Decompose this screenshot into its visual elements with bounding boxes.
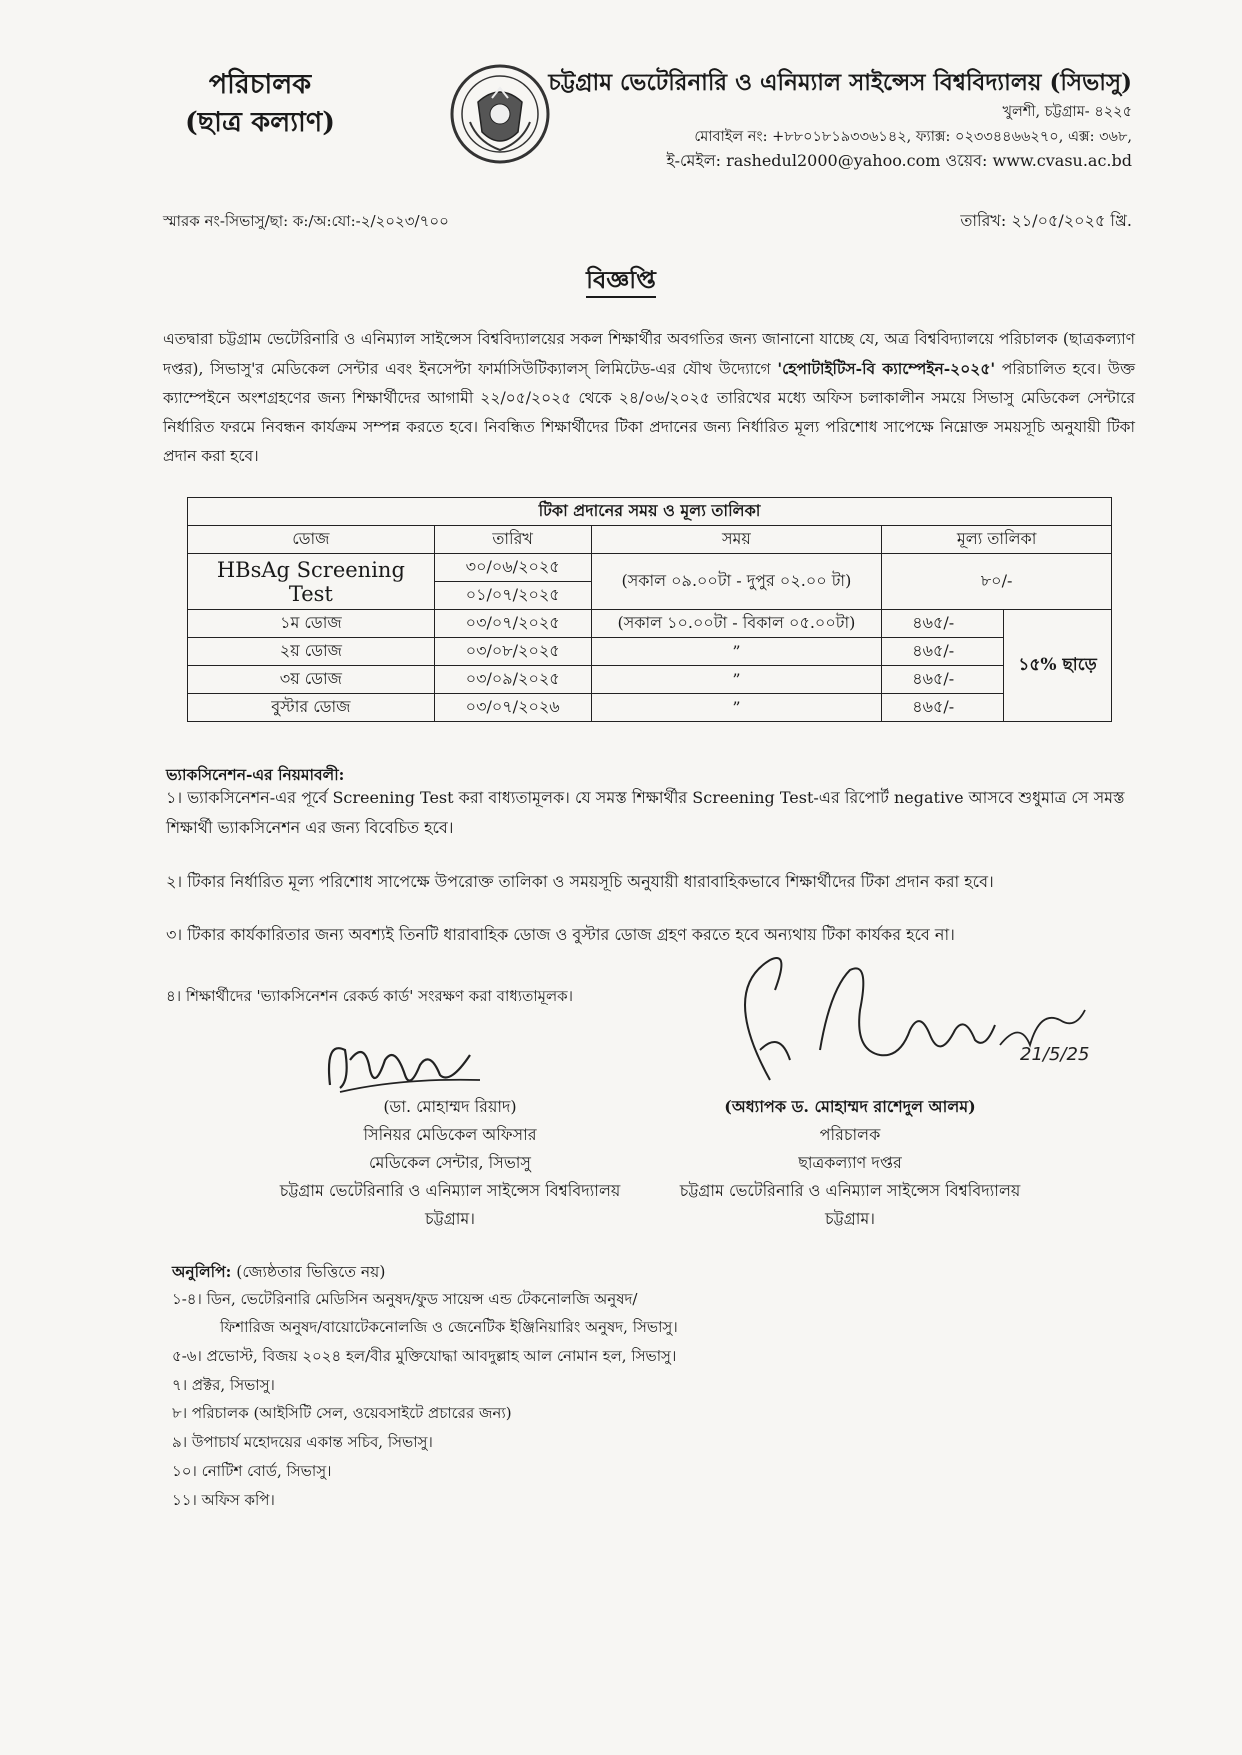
copy-item: ১১। অফিস কপি। bbox=[172, 1491, 275, 1509]
dose-name: ১ম ডোজ bbox=[188, 610, 435, 638]
vaccination-schedule-table bbox=[187, 497, 1112, 722]
signatory-office: মেডিকেল সেন্টার, সিভাসু bbox=[369, 1153, 531, 1172]
dose-price: ৪৬৫/- bbox=[882, 610, 1004, 638]
dose-name: বুস্টার ডোজ bbox=[188, 694, 435, 722]
signatory-name: (ডা. মোহাম্মদ রিয়াদ) bbox=[383, 1097, 517, 1116]
copy-item: ৭। প্রক্টর, সিভাসু। bbox=[172, 1376, 275, 1394]
dose-time: ” bbox=[591, 666, 882, 694]
rule-item: ৪। শিক্ষার্থীদের 'ভ্যাকসিনেশন রেকর্ড কার্ড' সংরক্ষণ করা বাধ্যতামূলক। bbox=[166, 987, 574, 1005]
header-dose: ডোজ bbox=[188, 526, 435, 554]
header-time: সময় bbox=[591, 526, 882, 554]
dose-time: (সকাল ১০.০০টা - বিকাল ০৫.০০টা) bbox=[591, 610, 882, 638]
left-signature-icon bbox=[310, 1030, 490, 1100]
signatory-name: (অধ্যাপক ড. মোহাম্মদ রাশেদুল আলম) bbox=[724, 1097, 976, 1116]
office-title: পরিচালক bbox=[208, 69, 312, 100]
office-heading bbox=[150, 66, 370, 142]
dose-price: ৪৬৫/- bbox=[882, 638, 1004, 666]
university-web: ই-মেইল: rashedul2000@yahoo.com ওয়েব: www.cvasu.ac.bd bbox=[666, 151, 1132, 170]
header-price: মূল্য তালিকা bbox=[882, 526, 1112, 554]
table-row bbox=[188, 666, 1112, 694]
notice-title: বিজ্ঞপ্তি bbox=[0, 262, 1242, 302]
rule-item: ৩। টিকার কার্যকারিতার জন্য অবশ্যই তিনটি ধারাবাহিক ডোজ ও বুস্টার ডোজ গ্রহণ করতে হবে অন্যথায় টিকা কার্যকর হবে না। bbox=[166, 925, 955, 944]
screening-time: (সকাল ০৯.০০টা - দুপুর ০২.০০ টা) bbox=[591, 554, 882, 610]
dose-date: ০৩/০৯/২০২৫ bbox=[434, 666, 591, 694]
campaign-name: 'হেপাটাইটিস-বি ক্যাম্পেইন-২০২৫' bbox=[777, 359, 996, 378]
memo-number: স্মারক নং-সিভাসু/ছা: ক:/অ:যো:-২/২০২৩/৭০০ bbox=[163, 212, 449, 230]
copy-item: ৯। উপাচার্য মহোদয়ের একান্ত সচিব, সিভাসু। bbox=[172, 1433, 433, 1451]
table-header-row bbox=[188, 526, 1112, 554]
university-name: চট্টগ্রাম ভেটেরিনারি ও এনিম্যাল সাইন্সেস বিশ্ববিদ্যালয় (সিভাসু) bbox=[548, 69, 1132, 96]
screening-date-2: ০১/০৭/২০২৫ bbox=[434, 582, 591, 610]
dose-date: ০৩/০৭/২০২৬ bbox=[434, 694, 591, 722]
dose-date: ০৩/০৮/২০২৫ bbox=[434, 638, 591, 666]
right-signature-icon bbox=[730, 950, 1110, 1090]
dose-price: ৪৬৫/- bbox=[882, 694, 1004, 722]
copy-item: ১-৪। ডিন, ভেটেরিনারি মেডিসিন অনুষদ/ফুড সায়েন্স এন্ড টেকনোলজি অনুষদ/ bbox=[172, 1290, 638, 1308]
signatory-office: ছাত্রকল্যাণ দপ্তর bbox=[798, 1153, 902, 1172]
table-row bbox=[188, 638, 1112, 666]
table-caption: টিকা প্রদানের সময় ও মূল্য তালিকা bbox=[188, 498, 1112, 526]
rule-item: ১। ভ্যাকসিনেশন-এর পূর্বে Screening Test করা বাধ্যতামূলক। যে সমস্ত শিক্ষার্থীর Screening Test-এর রিপোর্ট negative আসবে শুধুমাত্র সে সমস্ত শিক্ষার্থী ভ্যাকসিনেশন এর জন্য বিবেচিত হবে। bbox=[166, 788, 1125, 837]
copy-item: ৫-৬। প্রভোস্ট, বিজয় ২০২৪ হল/বীর মুক্তিযোদ্ধা আবদুল্লাহ আল নোমান হল, সিভাসু। bbox=[172, 1347, 677, 1365]
screening-dose: HBsAg Screening Test bbox=[188, 554, 435, 610]
dose-date: ০৩/০৭/২০২৫ bbox=[434, 610, 591, 638]
university-address: খুলশী, চট্টগ্রাম- ৪২২৫ bbox=[1002, 104, 1132, 120]
screening-price: ৮০/- bbox=[882, 554, 1112, 610]
signature-block-right bbox=[650, 1093, 1050, 1233]
signatory-university: চট্টগ্রাম ভেটেরিনারি ও এনিম্যাল সাইন্সেস বিশ্ববিদ্যালয় bbox=[279, 1181, 621, 1200]
header-date: তারিখ bbox=[434, 526, 591, 554]
table-row bbox=[188, 610, 1112, 638]
office-subtitle: (ছাত্র কল্যাণ) bbox=[185, 107, 335, 138]
copies-title: অনুলিপি: (জ্যেষ্ঠতার ভিত্তিতে নয়) bbox=[172, 1262, 386, 1281]
dose-name: ২য় ডোজ bbox=[188, 638, 435, 666]
notice-date: তারিখ: ২১/০৫/২০২৫ খ্রি. bbox=[960, 211, 1132, 230]
signatory-city: চট্টগ্রাম। bbox=[425, 1209, 475, 1228]
sign-date: 21/5/25 bbox=[1020, 1044, 1090, 1065]
copy-item: ফিশারিজ অনুষদ/বায়োটেকনোলজি ও জেনেটিক ইঞ্জিনিয়ারিং অনুষদ, সিভাসু। bbox=[220, 1318, 678, 1336]
signatory-city: চট্টগ্রাম। bbox=[825, 1209, 875, 1228]
table-row bbox=[188, 554, 1112, 582]
table-row bbox=[188, 694, 1112, 722]
dose-name: ৩য় ডোজ bbox=[188, 666, 435, 694]
copy-item: ৮। পরিচালক (আইসিটি সেল, ওয়েবসাইটে প্রচারের জন্য) bbox=[172, 1404, 512, 1422]
signatory-university: চট্টগ্রাম ভেটেরিনারি ও এনিম্যাল সাইন্সেস বিশ্ববিদ্যালয় bbox=[679, 1181, 1021, 1200]
signatory-designation: সিনিয়র মেডিকেল অফিসার bbox=[363, 1125, 537, 1144]
signature-block-left bbox=[250, 1093, 650, 1233]
body-text-part1: এতদ্বারা চট্টগ্রাম ভেটেরিনারি ও এনিম্যাল সাইন্সেস বিশ্ববিদ্যালয়ের সকল শিক্ষার্থীর অবগতির জন্য জানানো যাচ্ছে যে, অত্র বিশ্ববিদ্যালয়ে পরিচালক (ছাত্রকল্যাণ দপ্তর), সিভাসু'র মেডিকেল সেন্টার এবং ইনসেপ্টা ফার্মাসিউটিক্যালস্ লিমিটেড-এর যৌথ উদ্যোগে bbox=[163, 330, 1135, 378]
discount-label: ১৫% ছাড়ে bbox=[1004, 610, 1112, 722]
dose-time: ” bbox=[591, 694, 882, 722]
signatory-designation: পরিচালক bbox=[819, 1125, 881, 1144]
copy-item: ১০। নোটিশ বোর্ড, সিভাসু। bbox=[172, 1462, 332, 1480]
body-text-part2: পরিচালিত হবে। উক্ত ক্যাম্পেইনে অংশগ্রহণের জন্য শিক্ষার্থীদের আগামী ২২/০৫/২০২৫ থেকে ২৪/০৬/২০২৫ তারিখের মধ্যে অফিস চলাকালীন সময়ে সিভাসু মেডিকেল সেন্টারে নির্ধারিত ফরমে নিবন্ধন কার্যক্রম সম্পন্ন করতে হবে। নিবন্ধিত শিক্ষার্থীদের টিকা প্রদানের জন্য নির্ধারিত মূল্য পরিশোধ সাপেক্ষে নিম্নোক্ত সময়সূচি অনুযায়ী টিকা প্রদান করা হবে। bbox=[163, 360, 1135, 465]
dose-time: ” bbox=[591, 638, 882, 666]
notice-body bbox=[163, 325, 1135, 471]
university-seal-logo bbox=[448, 62, 552, 166]
university-contact: মোবাইল নং: +৮৮০১৮১৯৩৩৬১৪২, ফ্যাক্স: ০২৩৩৪৪৬৬২৭০, এক্স: ৩৬৮, bbox=[694, 129, 1132, 145]
dose-price: ৪৬৫/- bbox=[882, 666, 1004, 694]
rule-item: ২। টিকার নির্ধারিত মূল্য পরিশোধ সাপেক্ষে উপরোক্ত তালিকা ও সময়সূচি অনুযায়ী ধারাবাহিকভাবে শিক্ষার্থীদের টিকা প্রদান করা হবে। bbox=[166, 872, 994, 891]
rules-title: ভ্যাকসিনেশন-এর নিয়মাবলী: bbox=[166, 765, 345, 784]
screening-date-1: ৩০/০৬/২০২৫ bbox=[434, 554, 591, 582]
